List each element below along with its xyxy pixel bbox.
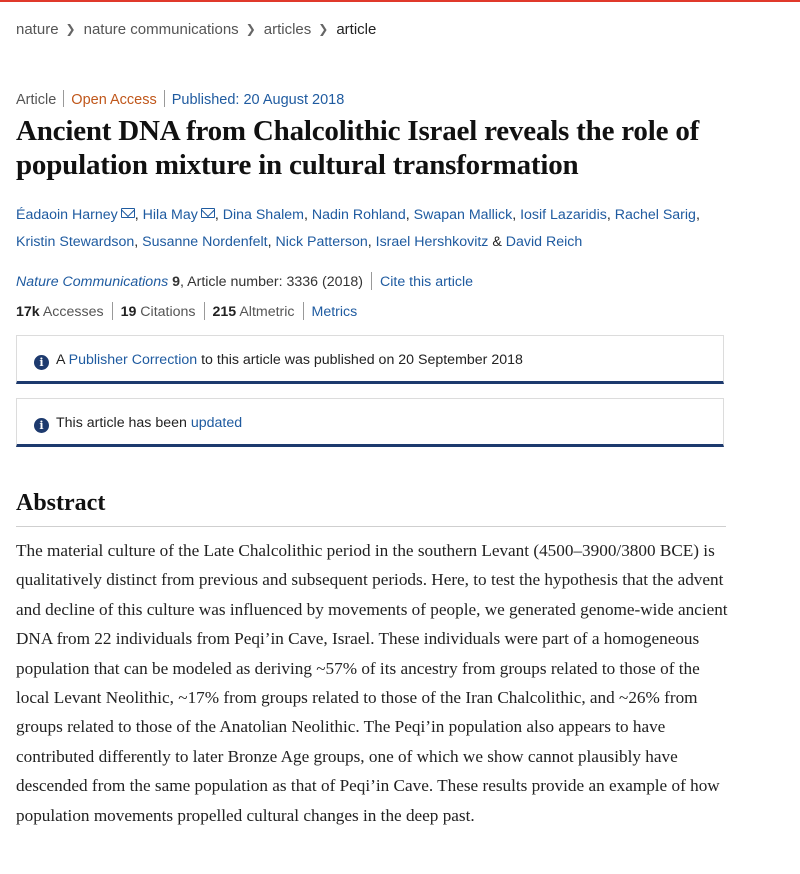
abstract-text: The material culture of the Late Chalcolithic period in the southern Levant (4500–3900/3800 BCE) is qualitatively distinct from previous and subsequent periods. Here, to test the hypothesis that the advent and decline of this culture was influenced by movements of people, we generated genome-wide ancient DNA from 22 individuals from Peqi’in Cave, Israel. These individuals were part of a homogeneous population that can be modeled as deriving ~57% of its ancestry from groups related to those of the local Levant Neolithic, ~17% from groups related to those of the Iran Chalcolithic, and ~26% from groups related to those of the Anatolian Neolithic. The Peqi’in population also appears to have contributed differently to later Bronze Age groups, one of which we show cannot plausibly have descended from the same population as that of Peqi’in Cave. These results provide an example of how population movements propelled cultural changes in the deep past. (16, 541, 728, 825)
author-link[interactable]: Nick Patterson (275, 234, 368, 250)
updated-link[interactable]: updated (190, 415, 243, 431)
chevron-right-icon: ❯ (245, 22, 256, 36)
open-access-badge: Open Access (71, 92, 157, 108)
article-updated-notice (16, 398, 724, 447)
journal-info (16, 272, 473, 290)
cite-this-article-link[interactable]: Cite this article (380, 274, 474, 290)
breadcrumb-articles[interactable]: articles (263, 21, 312, 38)
author-ampersand: & (492, 234, 502, 250)
author-link[interactable]: Susanne Nordenfelt (142, 234, 268, 250)
article-meta (16, 90, 344, 108)
accesses-label: Accesses (42, 304, 104, 320)
breadcrumb (16, 21, 376, 38)
divider (164, 90, 165, 107)
info-icon: i (34, 355, 49, 370)
breadcrumb-current: article (336, 21, 377, 38)
journal-name-link[interactable]: Nature Communications (16, 274, 169, 290)
breadcrumb-nature[interactable]: nature (16, 21, 59, 38)
metrics-link[interactable]: Metrics (311, 304, 358, 320)
author-link[interactable]: David Reich (505, 234, 583, 250)
journal-volume: 9 (172, 274, 181, 290)
author-link[interactable]: Dina Shalem (222, 207, 304, 223)
author-link[interactable]: Kristin Stewardson (16, 234, 135, 250)
article-type: Article (16, 92, 57, 108)
divider (204, 302, 205, 320)
altmetric-count: 215 (212, 304, 237, 320)
chevron-right-icon: ❯ (318, 22, 329, 36)
top-accent-line (0, 0, 800, 2)
author-link[interactable]: Iosif Lazaridis (520, 207, 607, 223)
citations-label: Citations (140, 304, 196, 320)
article-title: Ancient DNA from Chalcolithic Israel reveals the role of population mixture in cultural transformation (16, 115, 700, 181)
author-list: Éadaoin Harney , Hila May , Dina Shalem, Nadin Rohland, Swapan Mallick, Iosif Lazaridis, Rachel Sarig, Kristin Stewardson, Susanne Nordenfelt, Nick Patterson, Israel Hershkovitz & David Reich (16, 207, 700, 250)
divider (303, 302, 304, 320)
article-metrics (16, 302, 357, 320)
publisher-correction-link[interactable]: Publisher Correction (68, 352, 198, 368)
updated-prefix: This article has been (56, 415, 191, 431)
envelope-icon[interactable] (201, 208, 215, 218)
envelope-icon[interactable] (121, 208, 135, 218)
journal-article-number: , Article number: 3336 (2018) (180, 274, 363, 290)
chevron-right-icon: ❯ (65, 22, 76, 36)
author-link[interactable]: Rachel Sarig (614, 207, 696, 223)
breadcrumb-nature-communications[interactable]: nature communications (83, 21, 239, 38)
author-link[interactable]: Israel Hershkovitz (375, 234, 489, 250)
published-date: Published: 20 August 2018 (171, 92, 345, 108)
altmetric-label: Altmetric (239, 304, 295, 320)
author-link[interactable]: Hila May (142, 207, 198, 223)
citations-count: 19 (120, 304, 137, 320)
abstract-divider (16, 526, 726, 527)
publisher-correction-notice (16, 335, 724, 384)
accesses-count: 17k (16, 304, 40, 320)
divider (63, 90, 64, 107)
divider (371, 272, 372, 290)
author-link[interactable]: Swapan Mallick (413, 207, 513, 223)
info-icon: i (34, 418, 49, 433)
correction-suffix: to this article was published on 20 September 2018 (197, 352, 523, 368)
author-link[interactable]: Éadaoin Harney (16, 207, 118, 223)
correction-prefix: A (56, 352, 69, 368)
divider (112, 302, 113, 320)
abstract-heading: Abstract (16, 490, 106, 516)
author-link[interactable]: Nadin Rohland (311, 207, 406, 223)
